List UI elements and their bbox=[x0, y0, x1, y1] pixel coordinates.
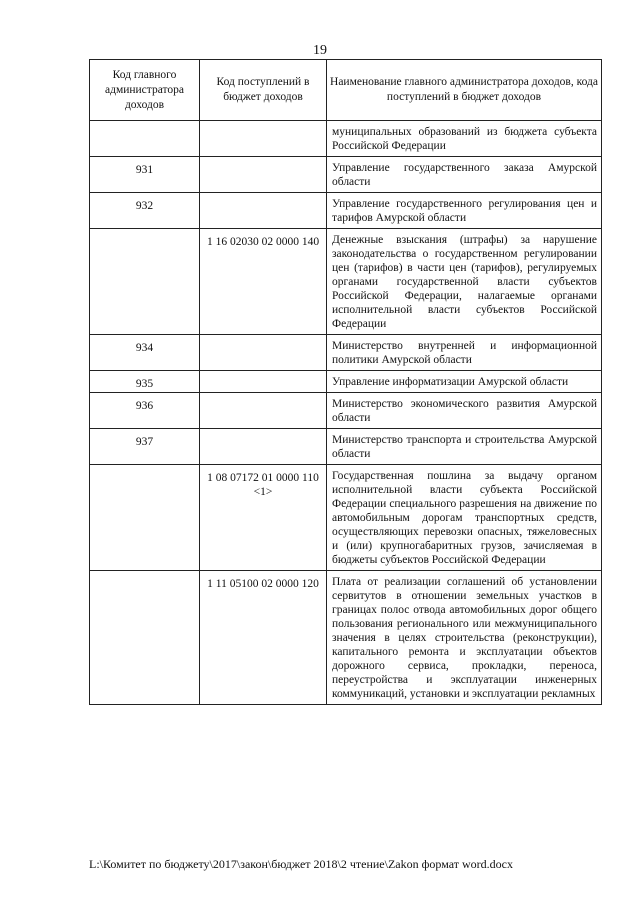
revenue-code-cell: 1 16 02030 02 0000 140 bbox=[200, 229, 327, 335]
admin-name-cell: Государственная пошлина за выдачу органом исполнительной власти субъекта Российской Федерации специального разрешения на движение по автомобильным дорогам транспортных средств, осуществляющих перевозки опасных, тяжеловесных и (или) крупногабаритных грузов, зачисляемая в бюджеты субъектов Российской Федерации bbox=[327, 465, 602, 571]
table-row bbox=[90, 229, 602, 335]
table-row bbox=[90, 429, 602, 465]
revenue-code-cell bbox=[200, 157, 327, 193]
revenue-code-cell bbox=[200, 371, 327, 393]
admin-name-cell: Денежные взыскания (штрафы) за нарушение законодательства о государственном регулировании цен (тарифов) в части цен (тарифов), регулируемых органами государственной власти субъектов Российской Федерации, налагаемые органами исполнительной власти субъектов Российской Федерации bbox=[327, 229, 602, 335]
admin-code-cell bbox=[90, 229, 200, 335]
table-row bbox=[90, 571, 602, 705]
admin-name-cell: Министерство транспорта и строительства Амурской области bbox=[327, 429, 602, 465]
revenue-code-cell bbox=[200, 193, 327, 229]
admin-name-cell: Управление информатизации Амурской области bbox=[327, 371, 602, 393]
admin-code-cell bbox=[90, 465, 200, 571]
admin-name-cell: Управление государственного регулирования цен и тарифов Амурской области bbox=[327, 193, 602, 229]
admin-code-cell: 931 bbox=[90, 157, 200, 193]
table-row bbox=[90, 193, 602, 229]
admin-name-cell: Министерство экономического развития Амурской области bbox=[327, 393, 602, 429]
table-row bbox=[90, 371, 602, 393]
table-row bbox=[90, 393, 602, 429]
admin-name-cell: Министерство внутренней и информационной политики Амурской области bbox=[327, 335, 602, 371]
admin-code-cell: 932 bbox=[90, 193, 200, 229]
revenue-code-cell bbox=[200, 121, 327, 157]
admin-code-cell bbox=[90, 571, 200, 705]
admin-code-cell: 936 bbox=[90, 393, 200, 429]
revenue-code-cell bbox=[200, 393, 327, 429]
revenue-code-cell: 1 11 05100 02 0000 120 bbox=[200, 571, 327, 705]
table-row bbox=[90, 121, 602, 157]
revenue-code-cell bbox=[200, 335, 327, 371]
table-header-row bbox=[90, 60, 602, 121]
revenue-code-cell: 1 08 07172 01 0000 110 <1> bbox=[200, 465, 327, 571]
table-row bbox=[90, 157, 602, 193]
revenue-code-cell bbox=[200, 429, 327, 465]
header-revenue-code: Код поступлений в бюджет доходов bbox=[200, 60, 327, 121]
admin-code-cell: 937 bbox=[90, 429, 200, 465]
admin-name-cell: Плата от реализации соглашений об установлении сервитутов в отношении земельных участков в границах полос отвода автомобильных дорог общего пользования регионального или межмуниципального значения в целях строительства (реконструкции), капитального ремонта и эксплуатации объектов дорожного сервиса, прокладки, переноса, переустройства и эксплуатации инженерных коммуникаций, установки и эксплуатации рекламных bbox=[327, 571, 602, 705]
admin-code-cell: 935 bbox=[90, 371, 200, 393]
revenue-administrators-table bbox=[89, 59, 602, 705]
admin-name-cell: Управление государственного заказа Амурской области bbox=[327, 157, 602, 193]
admin-code-cell: 934 bbox=[90, 335, 200, 371]
header-admin-code: Код главного администратора доходов bbox=[90, 60, 200, 121]
table-row bbox=[90, 335, 602, 371]
admin-name-cell: муниципальных образований из бюджета субъекта Российской Федерации bbox=[327, 121, 602, 157]
header-admin-name: Наименование главного администратора доходов, кода поступлений в бюджет доходов bbox=[327, 60, 602, 121]
page-number: 19 bbox=[313, 43, 327, 58]
file-path-footer: L:\Комитет по бюджету\2017\закон\бюджет 2018\2 чтение\Zakon формат word.docx bbox=[89, 857, 513, 871]
table-row bbox=[90, 465, 602, 571]
admin-code-cell bbox=[90, 121, 200, 157]
